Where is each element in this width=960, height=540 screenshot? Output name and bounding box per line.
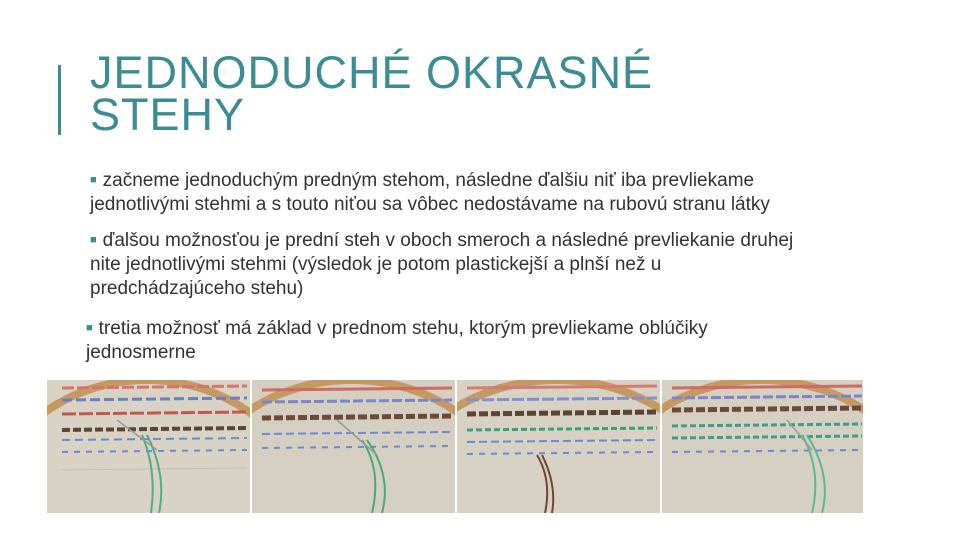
slide-title	[90, 47, 910, 140]
embroidery-photo-4	[662, 380, 863, 513]
embroidery-photo-1	[47, 380, 250, 513]
square-bullet-icon: ■	[86, 322, 93, 334]
bullet-item	[86, 316, 866, 365]
embroidery-photo-3	[457, 380, 660, 513]
embroidery-photo-2	[252, 380, 455, 513]
bullet-text: jednosmerne	[86, 342, 196, 363]
bullet-text: ďalšou možnosťou je prední steh v oboch smeroch a následné prevliekanie druhej	[102, 230, 794, 251]
bullet-item	[90, 228, 910, 301]
square-bullet-icon: ■	[90, 174, 97, 186]
bullet-text: nite jednotlivými stehmi (výsledok je potom plastickejší a plnší než u	[90, 254, 662, 275]
bullet-text: začneme jednoduchým predným stehom, následne ďalšiu niť iba prevliekame	[102, 170, 755, 191]
square-bullet-icon: ■	[90, 234, 97, 246]
bullet-text: tretia možnosť má základ v prednom stehu, ktorým prevliekame oblúčiky	[98, 318, 708, 339]
title-line-2: STEHY	[90, 89, 246, 140]
bullet-text: predchádzajúceho stehu)	[90, 278, 304, 299]
bullet-item	[90, 168, 890, 217]
title-accent-bar	[58, 65, 61, 135]
bullet-text: jednotlivými stehmi a s touto niťou sa vôbec nedostávame na rubovú stranu látky	[90, 194, 770, 215]
photo-strip	[47, 380, 863, 513]
title-line-1: JEDNODUCHÉ OKRASNÉ	[90, 47, 654, 98]
